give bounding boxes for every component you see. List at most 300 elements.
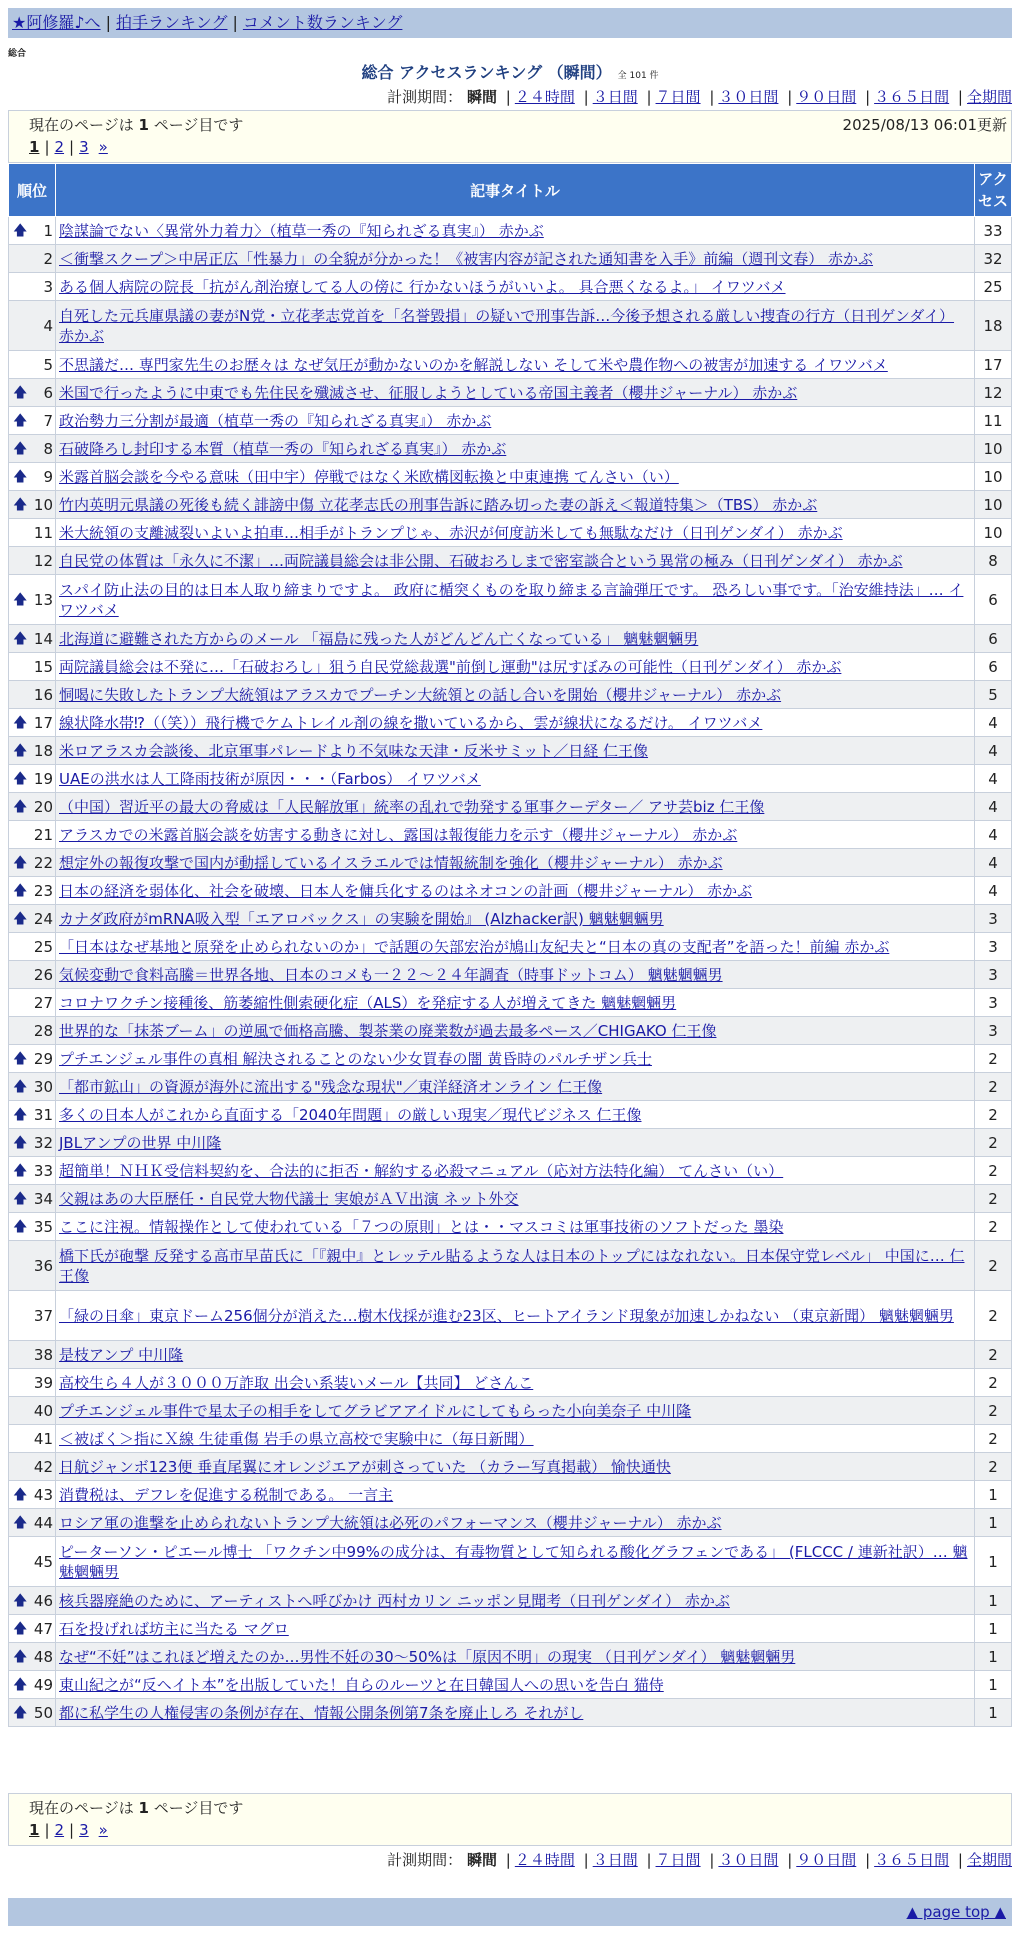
page-link[interactable]: 2 — [54, 138, 65, 156]
up-arrow-icon: 🡅 — [13, 1514, 28, 1531]
up-arrow-icon: 🡅 — [13, 630, 28, 647]
access-count: 1 — [975, 1509, 1012, 1537]
title-cell — [56, 989, 975, 1017]
access-count: 6 — [975, 575, 1012, 625]
rank-number: 15 — [33, 657, 53, 676]
rank-number: 9 — [43, 467, 53, 486]
page-link[interactable]: 3 — [79, 1821, 89, 1839]
rank-cell — [9, 1073, 56, 1101]
status-box-top — [8, 110, 1012, 163]
article-link[interactable]: スパイ防止法の目的は日本人取り締まりですよ。 政府に楯突くものを取り締まる言論弾圧です。 恐ろしい事です。「治安維持法」… イワツバメ — [59, 580, 964, 619]
access-count: 2 — [975, 1129, 1012, 1157]
title-cell — [56, 653, 975, 681]
article-link[interactable]: ＜衝撃スクープ＞中居正広「性暴力」の全貌が分かった！《被害内容が記された通知書を入手》前編（週刊文春） 赤かぶ — [59, 249, 874, 268]
access-count: 2 — [975, 1157, 1012, 1185]
access-count: 2 — [975, 1369, 1012, 1397]
pagination: 1 | 2 | 3 » — [29, 1821, 108, 1839]
title-cell — [56, 1045, 975, 1073]
rank-number: 34 — [33, 1189, 53, 1208]
article-link[interactable]: 都に私学生の人権侵害の条例が存在、情報公開条例第7条を廃止しろ それがし — [59, 1703, 584, 1722]
article-link[interactable]: 橋下氏が砲撃 反発する高市早苗氏に「『親中』とレッテル貼るような人は日本のトップにはなれない。日本保守党レベル」 中国に… 仁王像 — [59, 1246, 965, 1285]
rank-number: 11 — [33, 523, 53, 542]
access-count: 6 — [975, 625, 1012, 653]
rank-number: 41 — [33, 1429, 53, 1448]
article-link[interactable]: 不思議だ… 専門家先生のお歴々は なぜ気圧が動かないのかを解説しない そして米や農作物への被害が加速する イワツバメ — [59, 355, 888, 374]
access-count: 25 — [975, 273, 1012, 301]
page-title — [0, 62, 1020, 87]
rank-cell — [9, 1045, 56, 1073]
article-link[interactable]: 竹内英明元県議の死後も続く誹謗中傷 立花孝志氏の刑事告訴に踏み切った妻の訴え＜報道特集＞（TBS） 赤かぶ — [59, 495, 818, 514]
article-link[interactable]: UAEの洪水は人工降雨技術が原因・・・（Farbos） イワツバメ — [59, 769, 481, 788]
table-row — [9, 793, 1012, 821]
up-arrow-icon: 🡅 — [13, 1218, 28, 1235]
access-count: 2 — [975, 1213, 1012, 1241]
rank-number: 45 — [33, 1552, 53, 1571]
rank-number: 14 — [33, 629, 53, 648]
period-link[interactable]: ３日間 — [592, 88, 638, 106]
table-row — [9, 849, 1012, 877]
article-link[interactable]: 両院議員総会は不発に…「石破おろし」狙う自民党総裁選"前倒し運動"は尻すぼみの可能性（日刊ゲンダイ） 赤かぶ — [59, 657, 842, 676]
up-arrow-icon: 🡅 — [13, 714, 28, 731]
table-row — [9, 1699, 1012, 1727]
title-cell — [56, 379, 975, 407]
rank-cell — [9, 1157, 56, 1185]
title-cell — [56, 1291, 975, 1341]
title-cell — [56, 1425, 975, 1453]
title-cell — [56, 961, 975, 989]
access-count: 1 — [975, 1671, 1012, 1699]
title-cell — [56, 407, 975, 435]
access-count: 2 — [975, 1241, 1012, 1291]
up-arrow-icon: 🡅 — [13, 742, 28, 759]
period-link[interactable]: ９０日間 — [796, 1851, 857, 1869]
table-row — [9, 709, 1012, 737]
rank-number: 36 — [33, 1256, 53, 1275]
access-count: 3 — [975, 989, 1012, 1017]
rank-cell — [9, 1481, 56, 1509]
access-count: 4 — [975, 849, 1012, 877]
rank-cell — [9, 821, 56, 849]
access-count: 1 — [975, 1699, 1012, 1727]
rank-number: 44 — [33, 1513, 53, 1532]
access-count: 3 — [975, 905, 1012, 933]
article-link[interactable]: JBLアンプの世界 中川隆 — [59, 1133, 222, 1152]
rank-number: 29 — [33, 1049, 53, 1068]
title-cell — [56, 1643, 975, 1671]
title-cell — [56, 1699, 975, 1727]
title-cell — [56, 905, 975, 933]
access-count: 18 — [975, 301, 1012, 351]
article-link[interactable]: 「都市鉱山」の資源が海外に流出する"残念な現状"／東洋経済オンライン 仁王像 — [59, 1077, 603, 1096]
rank-cell — [9, 1341, 56, 1369]
rank-cell — [9, 681, 56, 709]
table-row — [9, 681, 1012, 709]
access-count: 2 — [975, 1291, 1012, 1341]
title-cell — [56, 519, 975, 547]
period-link[interactable]: 全期間 — [966, 1851, 1012, 1869]
rank-number: 4 — [43, 316, 53, 335]
rank-cell — [9, 653, 56, 681]
article-link[interactable]: カナダ政府がmRNA吸入型「エアロバックス」の実験を開始』 (Alzhacker訳) 魑魅魍魎男 — [59, 909, 664, 928]
next-page-link[interactable]: » — [98, 138, 108, 156]
period-link[interactable]: ３日間 — [592, 1851, 638, 1869]
rank-cell — [9, 1369, 56, 1397]
current-page-text: 現在のページは 1 ページ目です — [29, 1799, 244, 1817]
rank-number: 31 — [33, 1105, 53, 1124]
title-cell — [56, 877, 975, 905]
article-link[interactable]: 「緑の日傘」東京ドーム256個分が消えた…樹木伐採が進む23区、ヒートアイランド現象が加速しかねない （東京新聞） 魑魅魍魎男 — [59, 1306, 954, 1325]
article-link[interactable]: なぜ“不妊”はこれほど増えたのか…男性不妊の30～50%は「原因不明」の現実 （日刊ゲンダイ） 魑魅魍魎男 — [59, 1647, 796, 1666]
title-cell — [56, 351, 975, 379]
table-row — [9, 1017, 1012, 1045]
updated-time: 2025/08/13 06:01更新 — [842, 116, 1007, 134]
title-cell — [56, 245, 975, 273]
article-link[interactable]: 米露首脳会談を今やる意味（田中宇）停戦ではなく米欧構図転換と中東連携 てんさい（い） — [59, 467, 679, 486]
title-cell — [56, 1185, 975, 1213]
title-cell — [56, 1073, 975, 1101]
article-link[interactable]: 米国で行ったように中東でも先住民を殲滅させ、征服しようとしている帝国主義者（櫻井ジャーナル） 赤かぶ — [59, 383, 798, 402]
title-cell — [56, 217, 975, 245]
rank-cell — [9, 1615, 56, 1643]
title-cell — [56, 933, 975, 961]
article-link[interactable]: 日本の経済を弱体化、社会を破壊、日本人を傭兵化するのはネオコンの計画（櫻井ジャーナル） 赤かぶ — [59, 881, 753, 900]
article-link[interactable]: 石を投げれば坊主に当たる マグロ — [59, 1619, 289, 1638]
table-row — [9, 1213, 1012, 1241]
up-arrow-icon: 🡅 — [13, 882, 28, 899]
title-cell — [56, 547, 975, 575]
period-link[interactable]: ７日間 — [655, 1851, 701, 1869]
rank-cell — [9, 351, 56, 379]
article-link[interactable]: 米大統領の支離滅裂いよいよ拍車…相手がトランプじゃ、赤沢が何度訪米しても無駄なだけ（日刊ゲンダイ） 赤かぶ — [59, 523, 843, 542]
table-row — [9, 1369, 1012, 1397]
period-selector-bottom: 計測期間： 瞬間 | ２４時間 | ３日間 | ７日間 | ３０日間 | ９０日間 | ３６５日間 | 全期間 — [387, 1851, 1012, 1869]
rank-cell — [9, 1453, 56, 1481]
article-link[interactable]: プチエンジェル事件の真相 解決されることのない少女買春の闇 黄昏時のパルチザン兵士 — [59, 1049, 652, 1068]
article-link[interactable]: 父親はあの大臣歴任・自民党大物代議士 実娘がＡＶ出演 ネット外交 — [59, 1189, 519, 1208]
page-top-link[interactable]: ▲ page top ▲ — [906, 1903, 1006, 1921]
title-cell — [56, 435, 975, 463]
up-arrow-icon: 🡅 — [13, 1648, 28, 1665]
rank-number: 26 — [33, 965, 53, 984]
status-box-bottom — [8, 1793, 1012, 1846]
table-row — [9, 1643, 1012, 1671]
up-arrow-icon: 🡅 — [13, 412, 28, 429]
article-link[interactable]: 北海道に避難された方からのメール 「福島に残った人がどんどん亡くなっている」 魑魅魍魎男 — [59, 629, 699, 648]
table-row — [9, 407, 1012, 435]
title-cell — [56, 1157, 975, 1185]
title-cell — [56, 1537, 975, 1587]
article-link[interactable]: 自民党の体質は「永久に不潔」…両院議員総会は非公開、石破おろしまで密室談合という異常の極み（日刊ゲンダイ） 赤かぶ — [59, 551, 903, 570]
title-header: 記事タイトル — [56, 164, 975, 217]
up-arrow-icon: 🡅 — [13, 384, 28, 401]
period-link[interactable]: ９０日間 — [796, 88, 857, 106]
rank-cell — [9, 547, 56, 575]
up-arrow-icon: 🡅 — [13, 1162, 28, 1179]
pagination: 1 | 2 | 3 » — [29, 138, 108, 156]
rank-number: 5 — [43, 355, 53, 374]
article-link[interactable]: 消費税は、デフレを促進する税制である。 一言主 — [59, 1485, 394, 1504]
access-count: 2 — [975, 1185, 1012, 1213]
article-link[interactable]: 米ロアラスカ会談後、北京軍事パレードより不気味な天津・反米サミット／日経 仁王像 — [59, 741, 649, 760]
page-link[interactable]: 3 — [79, 138, 89, 156]
article-link[interactable]: 恫喝に失敗したトランプ大統領はアラスカでプーチン大統領との話し合いを開始（櫻井ジャーナル） 赤かぶ — [59, 685, 782, 704]
article-link[interactable]: ここに注視。情報操作として使われている「７つの原則」とは・・マスコミは軍事技術のソフトだった 墨染 — [59, 1217, 784, 1236]
rank-cell — [9, 273, 56, 301]
rank-number: 1 — [43, 221, 53, 240]
rank-cell — [9, 1129, 56, 1157]
access-header: アクセス — [975, 164, 1012, 217]
article-link[interactable]: 自死した元兵庫県議の妻がN党・立花孝志党首を「名誉毀損」の疑いで刑事告訴…今後予想される厳しい捜査の行方（日刊ゲンダイ） 赤かぶ — [59, 306, 955, 345]
up-arrow-icon: 🡅 — [13, 1704, 28, 1721]
rank-number: 43 — [33, 1485, 53, 1504]
rank-number: 38 — [33, 1345, 53, 1364]
rank-cell — [9, 737, 56, 765]
rank-number: 25 — [33, 937, 53, 956]
table-row — [9, 217, 1012, 245]
rank-cell — [9, 849, 56, 877]
article-link[interactable]: コロナワクチン接種後、筋萎縮性側索硬化症（ALS）を発症する人が増えてきた 魑魅魍魎男 — [59, 993, 677, 1012]
title-cell — [56, 1481, 975, 1509]
title-cell — [56, 1587, 975, 1615]
article-link[interactable]: ピーターソン・ピエール博士 「ワクチン中99%の成分は、有毒物質として知られる酸化グラフェンである」 (FLCCC / 連新社訳）… 魑魅魍魎男 — [59, 1542, 968, 1581]
rank-number: 12 — [33, 551, 53, 570]
access-count: 33 — [975, 217, 1012, 245]
period-link[interactable]: ２４時間 — [514, 88, 575, 106]
article-link[interactable]: ＜被ばく＞指にＸ線 生徒重傷 岩手の県立高校で実験中に（毎日新聞） — [59, 1429, 534, 1448]
rank-number: 20 — [33, 797, 53, 816]
access-count: 4 — [975, 821, 1012, 849]
category-label: 総合 — [8, 49, 27, 59]
rank-cell — [9, 877, 56, 905]
title-cell — [56, 625, 975, 653]
table-row — [9, 1101, 1012, 1129]
table-row — [9, 351, 1012, 379]
rank-cell — [9, 379, 56, 407]
title-cell — [56, 1509, 975, 1537]
rank-number: 30 — [33, 1077, 53, 1096]
access-count: 2 — [975, 1045, 1012, 1073]
rank-cell — [9, 1587, 56, 1615]
title-cell — [56, 1615, 975, 1643]
rank-cell — [9, 1397, 56, 1425]
article-link[interactable]: 東山紀之が“反ヘイト本”を出版していた！自らのルーツと在日韓国人への思いを告白 猫侍 — [59, 1675, 664, 1694]
up-arrow-icon: 🡅 — [13, 910, 28, 927]
up-arrow-icon: 🡅 — [13, 1486, 28, 1503]
rank-number: 18 — [33, 741, 53, 760]
article-link[interactable]: （中国）習近平の最大の脅威は「人民解放軍」統率の乱れで勃発する軍事クーデター／ アサ芸biz 仁王像 — [59, 797, 765, 816]
title-cell — [56, 1671, 975, 1699]
rank-cell — [9, 1643, 56, 1671]
period-link[interactable]: ３６５日間 — [874, 1851, 950, 1869]
next-page-link[interactable]: » — [98, 1821, 108, 1839]
up-arrow-icon: 🡅 — [13, 222, 28, 239]
table-row — [9, 625, 1012, 653]
table-row — [9, 435, 1012, 463]
article-link[interactable]: 是枝アンプ 中川隆 — [59, 1345, 184, 1364]
rank-number: 33 — [33, 1161, 53, 1180]
rank-cell — [9, 709, 56, 737]
title-cell — [56, 821, 975, 849]
table-row — [9, 1509, 1012, 1537]
rank-cell — [9, 989, 56, 1017]
rank-number: 40 — [33, 1401, 53, 1420]
access-count: 2 — [975, 1341, 1012, 1369]
title-cell — [56, 849, 975, 877]
title-cell — [56, 737, 975, 765]
rank-cell — [9, 245, 56, 273]
rank-cell — [9, 1213, 56, 1241]
up-arrow-icon: 🡅 — [13, 1134, 28, 1151]
table-row — [9, 1397, 1012, 1425]
access-count: 1 — [975, 1587, 1012, 1615]
table-row — [9, 1129, 1012, 1157]
rank-number: 39 — [33, 1373, 53, 1392]
rank-cell — [9, 961, 56, 989]
period-link[interactable]: ３６５日間 — [874, 88, 950, 106]
article-link[interactable]: プチエンジェル事件で星太子の相手をしてグラビアアイドルにしてもらった小向美奈子 中川隆 — [59, 1401, 692, 1420]
table-row — [9, 821, 1012, 849]
up-arrow-icon: 🡅 — [13, 1078, 28, 1095]
rank-cell — [9, 1101, 56, 1129]
rank-cell — [9, 1291, 56, 1341]
up-arrow-icon: 🡅 — [13, 440, 28, 457]
rank-number: 22 — [33, 853, 53, 872]
period-current: 瞬間 — [466, 1851, 497, 1869]
rank-number: 13 — [33, 590, 53, 609]
up-arrow-icon: 🡅 — [13, 1620, 28, 1637]
comment-ranking-link[interactable]: コメント数ランキング — [242, 13, 403, 32]
article-link[interactable]: 陰謀論でない〈異常外力着力〉（植草一秀の『知られざる真実』） 赤かぶ — [59, 221, 544, 240]
up-arrow-icon: 🡅 — [13, 1676, 28, 1693]
rank-cell — [9, 1425, 56, 1453]
title-cell — [56, 765, 975, 793]
article-link[interactable]: 石破降ろし封印する本質（植草一秀の『知られざる真実』） 赤かぶ — [59, 439, 507, 458]
rank-cell — [9, 765, 56, 793]
rank-number: 19 — [33, 769, 53, 788]
rank-cell — [9, 435, 56, 463]
table-row — [9, 463, 1012, 491]
table-row — [9, 1045, 1012, 1073]
rank-cell — [9, 407, 56, 435]
up-arrow-icon: 🡅 — [13, 1050, 28, 1067]
rank-cell — [9, 1017, 56, 1045]
rank-cell — [9, 1241, 56, 1291]
article-link[interactable]: 線状降水帯⁉（（笑））飛行機でケムトレイル剤の線を撒いているから、雲が線状になるだけ。 イワツバメ — [59, 713, 763, 732]
article-link[interactable]: 政治勢力三分割が最適（植草一秀の『知られざる真実』） 赤かぶ — [59, 411, 492, 430]
home-link[interactable]: ★阿修羅♪へ — [12, 13, 101, 32]
rank-number: 49 — [33, 1675, 53, 1694]
rank-number: 17 — [33, 713, 53, 732]
table-row — [9, 1481, 1012, 1509]
period-link[interactable]: ３０日間 — [718, 88, 779, 106]
title-cell — [56, 273, 975, 301]
access-count: 12 — [975, 379, 1012, 407]
item-count: 全 101 件 — [617, 71, 659, 81]
article-link[interactable]: ロシア軍の進撃を止められないトランプ大統領は必死のパフォーマンス（櫻井ジャーナル） 赤かぶ — [59, 1513, 722, 1532]
up-arrow-icon: 🡅 — [13, 591, 28, 608]
page-current[interactable]: 1 — [29, 1821, 40, 1839]
table-row — [9, 547, 1012, 575]
up-arrow-icon: 🡅 — [13, 770, 28, 787]
access-count: 2 — [975, 1425, 1012, 1453]
access-count: 6 — [975, 653, 1012, 681]
access-count: 1 — [975, 1537, 1012, 1587]
period-selector-top: 計測期間： 瞬間 | ２４時間 | ３日間 | ７日間 | ３０日間 | ９０日間 | ３６５日間 | 全期間 — [387, 88, 1012, 106]
access-count: 2 — [975, 1397, 1012, 1425]
up-arrow-icon: 🡅 — [13, 798, 28, 815]
article-link[interactable]: アラスカでの米露首脳会談を妨害する動きに対し、露国は報復能力を示す（櫻井ジャーナル） 赤かぶ — [59, 825, 738, 844]
table-row — [9, 1615, 1012, 1643]
rank-number: 24 — [33, 909, 53, 928]
table-row — [9, 1073, 1012, 1101]
footer-bar — [8, 1898, 1012, 1926]
up-arrow-icon: 🡅 — [13, 496, 28, 513]
article-link[interactable]: 超簡単！ＮＨＫ受信料契約を、合法的に拒否・解約する必殺マニュアル（応対方法特化編） てんさい（い） — [59, 1161, 784, 1180]
article-link[interactable]: 世界的な「抹茶ブーム」の逆風で価格高騰、製茶業の廃業数が過去最多ペース／CHIGAKO 仁王像 — [59, 1021, 717, 1040]
rank-number: 35 — [33, 1217, 53, 1236]
table-row — [9, 1453, 1012, 1481]
table-row — [9, 1341, 1012, 1369]
article-link[interactable]: 多くの日本人がこれから直面する「2040年問題」の厳しい現実／現代ビジネス 仁王像 — [59, 1105, 642, 1124]
page-link[interactable]: 2 — [54, 1821, 65, 1839]
title-cell — [56, 1017, 975, 1045]
table-row — [9, 989, 1012, 1017]
page-current[interactable]: 1 — [29, 138, 40, 156]
rank-header: 順位 — [9, 164, 56, 217]
rank-cell — [9, 1537, 56, 1587]
rank-cell — [9, 933, 56, 961]
clap-ranking-link[interactable]: 拍手ランキング — [115, 13, 228, 32]
access-count: 4 — [975, 737, 1012, 765]
access-count: 4 — [975, 793, 1012, 821]
article-link[interactable]: 高校生ら４人が３０００万詐取 出会い系装いメール【共同】 どさんこ — [59, 1373, 534, 1392]
access-count: 10 — [975, 519, 1012, 547]
title-cell — [56, 301, 975, 351]
rank-cell — [9, 491, 56, 519]
article-link[interactable]: 「日本はなぜ基地と原発を止められないのか」で話題の矢部宏治が鳩山友紀夫と“日本の真の支配者”を語った！前編 赤かぶ — [59, 937, 890, 956]
article-link[interactable]: 日航ジャンボ123便 垂直尾翼にオレンジエアが刺さっていた （カラー写真掲載） 愉快通快 — [59, 1457, 671, 1476]
table-row — [9, 1537, 1012, 1587]
title-cell — [56, 491, 975, 519]
title-cell — [56, 1129, 975, 1157]
access-count: 2 — [975, 1101, 1012, 1129]
table-row — [9, 765, 1012, 793]
period-link[interactable]: 全期間 — [966, 88, 1012, 106]
rank-cell — [9, 301, 56, 351]
access-count: 3 — [975, 1017, 1012, 1045]
title-cell — [56, 1453, 975, 1481]
period-link[interactable]: ２４時間 — [514, 1851, 575, 1869]
article-link[interactable]: 気候変動で食料高騰＝世界各地、日本のコメも一２２～２４年調査（時事ドットコム） 魑魅魍魎男 — [59, 965, 723, 984]
article-link[interactable]: 想定外の報復攻撃で国内が動揺しているイスラエルでは情報統制を強化（櫻井ジャーナル） 赤かぶ — [59, 853, 723, 872]
period-link[interactable]: ７日間 — [655, 88, 701, 106]
article-link[interactable]: ある個人病院の院長「抗がん剤治療してる人の傍に 行かないほうがいいよ。 具合悪くなるよ。」 イワツバメ — [59, 277, 786, 296]
access-count: 3 — [975, 933, 1012, 961]
table-row — [9, 575, 1012, 625]
table-row — [9, 519, 1012, 547]
rank-number: 50 — [33, 1703, 53, 1722]
table-row — [9, 905, 1012, 933]
rank-number: 27 — [33, 993, 53, 1012]
access-count: 1 — [975, 1481, 1012, 1509]
period-link[interactable]: ３０日間 — [718, 1851, 779, 1869]
table-row — [9, 491, 1012, 519]
rank-cell — [9, 519, 56, 547]
rank-cell — [9, 463, 56, 491]
access-count: 4 — [975, 709, 1012, 737]
article-link[interactable]: 核兵器廃絶のために、アーティストへ呼びかけ 西村カリン ニッポン見聞考（日刊ゲンダイ） 赤かぶ — [59, 1591, 730, 1610]
up-arrow-icon: 🡅 — [13, 1106, 28, 1123]
